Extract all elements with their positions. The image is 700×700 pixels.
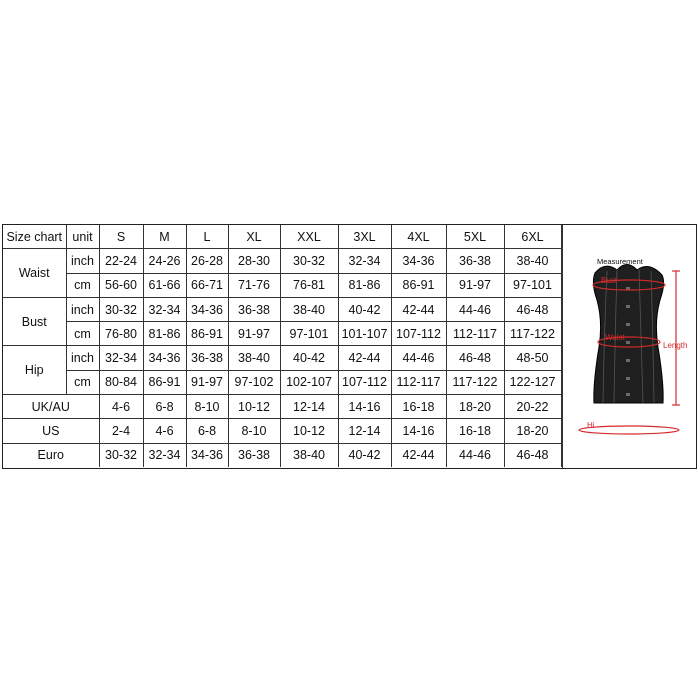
table-cell: 42-44 (338, 346, 391, 370)
table-cell: 12-14 (280, 395, 338, 419)
table-cell: 10-12 (280, 419, 338, 443)
table-cell: 30-32 (280, 249, 338, 273)
table-cell: 97-102 (228, 370, 280, 394)
bust-label: Bust (601, 276, 618, 285)
table-cell: 40-42 (280, 346, 338, 370)
length-label: Length (663, 341, 688, 350)
header-size: 3XL (338, 225, 391, 249)
table-cell: 36-38 (446, 249, 504, 273)
size-chart-table (3, 225, 562, 467)
table-cell: 86-91 (186, 322, 228, 346)
table-cell: 76-81 (280, 273, 338, 297)
row-label-waist: Waist (3, 249, 66, 298)
unit-cell: cm (66, 273, 99, 297)
table-cell: 117-122 (504, 322, 561, 346)
row-label-ukau: UK/AU (3, 395, 99, 419)
table-cell: 66-71 (186, 273, 228, 297)
header-size: M (143, 225, 186, 249)
table-cell: 8-10 (228, 419, 280, 443)
header-size: L (186, 225, 228, 249)
table-cell: 112-117 (446, 322, 504, 346)
header-size: 4XL (391, 225, 446, 249)
table-cell: 38-40 (504, 249, 561, 273)
table-cell: 40-42 (338, 297, 391, 321)
table-cell: 44-46 (446, 443, 504, 467)
row-label-us: US (3, 419, 99, 443)
row-label-hip: Hip (3, 346, 66, 395)
table-cell: 6-8 (143, 395, 186, 419)
table-cell: 32-34 (338, 249, 391, 273)
table-cell: 10-12 (228, 395, 280, 419)
table-cell: 76-80 (99, 322, 143, 346)
table-cell: 34-36 (186, 443, 228, 467)
table-cell: 44-46 (446, 297, 504, 321)
table-cell: 71-76 (228, 273, 280, 297)
unit-cell: cm (66, 322, 99, 346)
table-cell: 14-16 (338, 395, 391, 419)
table-cell: 32-34 (143, 297, 186, 321)
table-cell: 6-8 (186, 419, 228, 443)
table-cell: 107-112 (338, 370, 391, 394)
header-size: 6XL (504, 225, 561, 249)
table-cell: 97-101 (504, 273, 561, 297)
unit-cell: inch (66, 249, 99, 273)
table-cell: 91-97 (228, 322, 280, 346)
header-size-chart: Size chart (3, 225, 66, 249)
hip-label: Hi (587, 421, 595, 430)
table-cell: 14-16 (391, 419, 446, 443)
table-cell: 30-32 (99, 297, 143, 321)
table-row (3, 346, 561, 370)
table-row (3, 322, 561, 346)
table-cell: 86-91 (143, 370, 186, 394)
table-cell: 32-34 (143, 443, 186, 467)
table-cell: 38-40 (280, 297, 338, 321)
table-cell: 56-60 (99, 273, 143, 297)
table-cell: 80-84 (99, 370, 143, 394)
table-row (3, 370, 561, 394)
table-row (3, 249, 561, 273)
table-cell: 97-101 (280, 322, 338, 346)
unit-cell: inch (66, 346, 99, 370)
table-cell: 16-18 (446, 419, 504, 443)
row-label-euro: Euro (3, 443, 99, 467)
table-cell: 34-36 (186, 297, 228, 321)
table-cell: 34-36 (143, 346, 186, 370)
table-cell: 8-10 (186, 395, 228, 419)
table-cell: 46-48 (446, 346, 504, 370)
table-cell: 32-34 (99, 346, 143, 370)
table-cell: 61-66 (143, 273, 186, 297)
header-unit: unit (66, 225, 99, 249)
table-row (3, 273, 561, 297)
size-chart-panel (2, 224, 697, 469)
waist-label: Waist (605, 333, 625, 342)
table-cell: 42-44 (391, 297, 446, 321)
table-cell: 122-127 (504, 370, 561, 394)
table-row (3, 443, 561, 467)
table-cell: 28-30 (228, 249, 280, 273)
measurement-title: Measurement (597, 257, 643, 266)
table-cell: 20-22 (504, 395, 561, 419)
table-cell: 91-97 (446, 273, 504, 297)
table-cell: 12-14 (338, 419, 391, 443)
table-cell: 42-44 (391, 443, 446, 467)
header-row (3, 225, 561, 249)
table-row (3, 395, 561, 419)
table-cell: 2-4 (99, 419, 143, 443)
table-cell: 48-50 (504, 346, 561, 370)
table-cell: 112-117 (391, 370, 446, 394)
row-label-bust: Bust (3, 297, 66, 346)
table-cell: 107-112 (391, 322, 446, 346)
table-cell: 36-38 (186, 346, 228, 370)
table-cell: 34-36 (391, 249, 446, 273)
header-size: XL (228, 225, 280, 249)
table-cell: 40-42 (338, 443, 391, 467)
table-cell: 81-86 (143, 322, 186, 346)
table-cell: 22-24 (99, 249, 143, 273)
corset-illustration (563, 225, 697, 468)
table-cell: 44-46 (391, 346, 446, 370)
table-cell: 26-28 (186, 249, 228, 273)
header-size: XXL (280, 225, 338, 249)
table-cell: 101-107 (338, 322, 391, 346)
table-cell: 4-6 (143, 419, 186, 443)
header-size: S (99, 225, 143, 249)
table-row (3, 297, 561, 321)
table-cell: 18-20 (446, 395, 504, 419)
table-cell: 81-86 (338, 273, 391, 297)
header-size: 5XL (446, 225, 504, 249)
table-cell: 30-32 (99, 443, 143, 467)
table-cell: 46-48 (504, 297, 561, 321)
table-cell: 36-38 (228, 443, 280, 467)
table-cell: 18-20 (504, 419, 561, 443)
table-cell: 46-48 (504, 443, 561, 467)
table-cell: 86-91 (391, 273, 446, 297)
table-cell: 24-26 (143, 249, 186, 273)
corset-measurement-figure (562, 225, 697, 468)
table-cell: 102-107 (280, 370, 338, 394)
table-cell: 16-18 (391, 395, 446, 419)
table-cell: 117-122 (446, 370, 504, 394)
table-cell: 91-97 (186, 370, 228, 394)
table-row (3, 419, 561, 443)
table-cell: 36-38 (228, 297, 280, 321)
table-cell: 38-40 (280, 443, 338, 467)
table-cell: 4-6 (99, 395, 143, 419)
unit-cell: inch (66, 297, 99, 321)
table-cell: 38-40 (228, 346, 280, 370)
unit-cell: cm (66, 370, 99, 394)
